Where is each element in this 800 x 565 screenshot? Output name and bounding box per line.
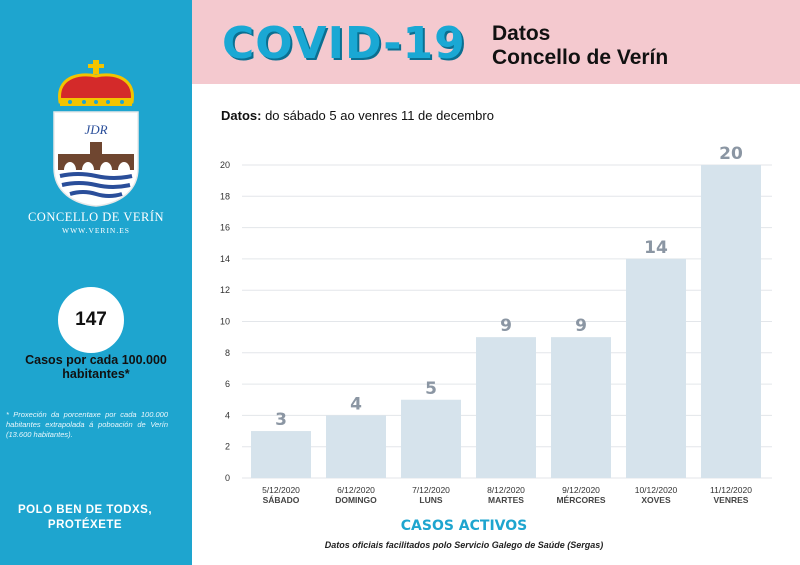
x-weekday-label: MÉRCORES: [556, 495, 606, 505]
bar-chart: [192, 130, 782, 515]
x-tick-label: 10/12/2020: [634, 485, 678, 495]
y-tick-label: 16: [219, 222, 230, 233]
x-tick-label: 7/12/2020: [412, 485, 450, 495]
bar-value-label: 5: [425, 378, 437, 399]
slogan-line-1: POLO BEN DE TODXS,: [17, 504, 153, 516]
brand-name: CONCELLO DE VERÍN: [27, 210, 165, 224]
y-tick-label: 20: [219, 160, 230, 170]
x-weekday-label: XOVES: [641, 495, 671, 505]
bar: [476, 337, 536, 478]
bar-value-label: 20: [719, 144, 743, 164]
y-tick-label: 12: [219, 285, 230, 296]
rate-label: Casos por cada 100.000 habitantes*: [25, 353, 167, 381]
bar: [251, 431, 311, 478]
bar: [401, 400, 461, 478]
bar: [551, 337, 611, 478]
y-tick-label: 14: [219, 253, 230, 264]
bar-value-label: 4: [350, 394, 362, 415]
x-weekday-label: DOMINGO: [335, 495, 377, 505]
header-subtitle-2: Concello de Verín: [492, 46, 669, 69]
y-tick-label: 0: [224, 473, 230, 483]
y-tick-label: 10: [219, 316, 230, 327]
sidebar: [0, 0, 192, 565]
x-weekday-label: VENRES: [713, 495, 749, 505]
chart-title: CASOS ACTIVOS: [400, 518, 528, 534]
slogan-line-2: PROTÉXETE: [47, 519, 123, 531]
coat-of-arms-icon: [48, 58, 144, 208]
svg-text:JDR: JDR: [84, 122, 108, 137]
rate-badge: 147: [58, 287, 124, 353]
chart-source: Datos oficiais facilitados polo Servicio Galego de Saúde (Sergas): [324, 540, 604, 550]
slogan: [0, 503, 170, 533]
brand-url: WWW.VERIN.ES: [62, 226, 130, 235]
y-tick-label: 18: [219, 191, 230, 202]
x-tick-label: 8/12/2020: [487, 485, 525, 495]
bar-value-label: 9: [500, 316, 512, 337]
x-weekday-label: MARTES: [488, 495, 524, 505]
x-tick-label: 9/12/2020: [562, 485, 600, 495]
bar: [626, 259, 686, 478]
y-tick-label: 8: [224, 347, 230, 358]
bar: [326, 415, 386, 478]
date-range-label: Datos:: [221, 108, 262, 123]
y-tick-label: 4: [224, 410, 230, 421]
date-range: [221, 108, 494, 123]
bar: [701, 165, 761, 478]
y-tick-label: 6: [224, 379, 230, 390]
rate-footnote: * Proxeción da porcentaxe por cada 100.000 habitantes extrapolada á poboación de Verín (13.600 habitantes).: [6, 410, 168, 439]
x-tick-label: 5/12/2020: [262, 485, 300, 495]
date-range-text: do sábado 5 ao venres 11 de decembro: [261, 108, 494, 123]
bar-value-label: 3: [275, 410, 287, 431]
x-weekday-label: SÁBADO: [262, 495, 300, 505]
bar-value-label: 14: [644, 237, 668, 258]
x-tick-label: 11/12/2020: [710, 485, 752, 495]
x-tick-label: 6/12/2020: [337, 485, 375, 495]
header-banner: [192, 0, 800, 84]
page-title: COVID-19: [222, 18, 466, 69]
header-subtitle-1: Datos: [492, 22, 551, 45]
y-tick-label: 2: [224, 441, 230, 452]
x-weekday-label: LUNS: [419, 495, 443, 505]
bar-value-label: 9: [575, 316, 587, 337]
